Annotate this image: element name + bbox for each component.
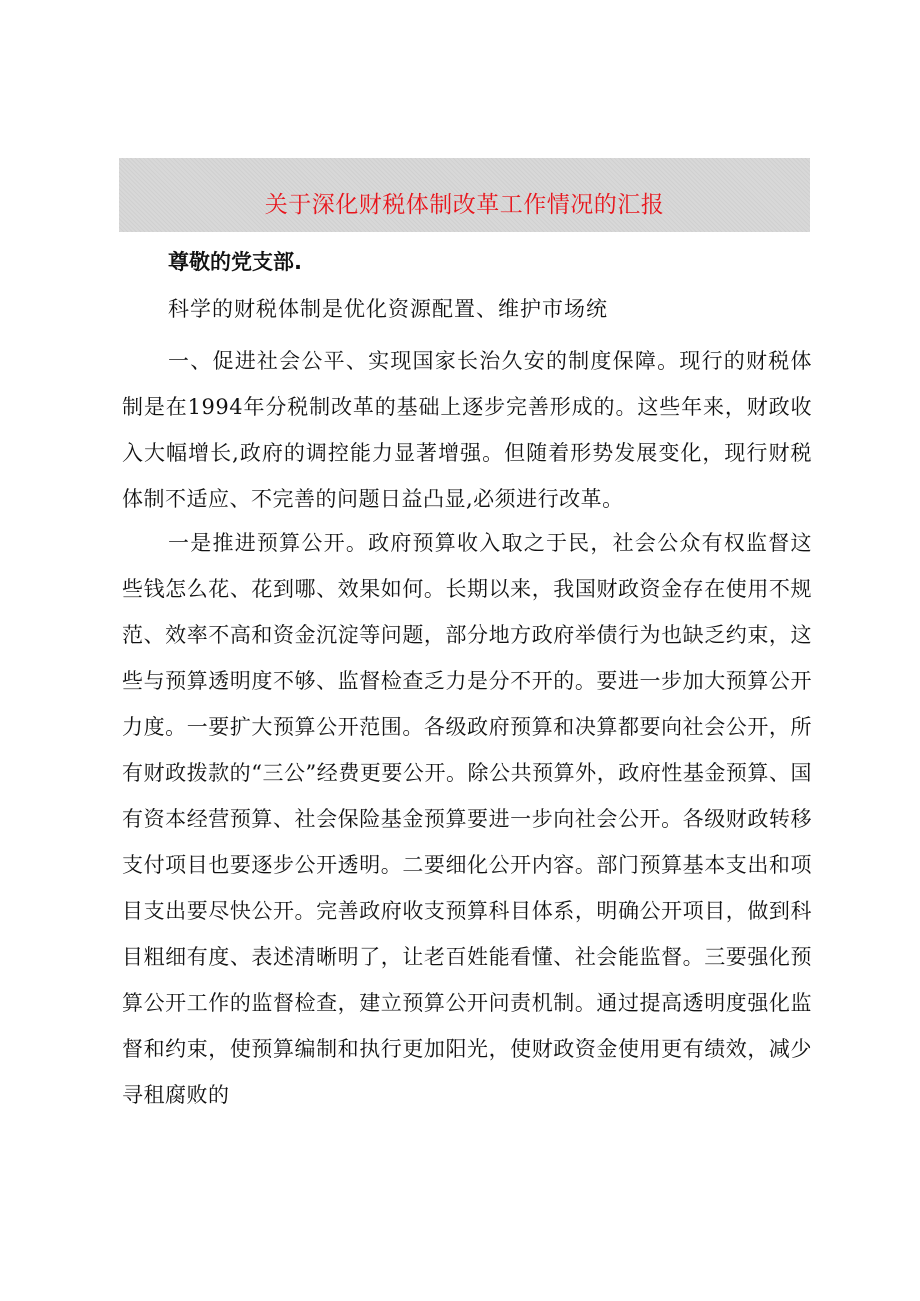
document-title: 关于深化财税体制改革工作情况的汇报 <box>264 191 665 218</box>
intro-line: 科学的财税体制是优化资源配置、维护市场统 <box>168 297 608 321</box>
body-paragraph-2: 一是推进预算公开。政府预算收入取之于民，社会公众有权监督这些钱怎么花、花到哪、效果如何。长期以来，我国财政资金存在使用不规范、效率不高和资金沉淀等问题，部分地方政府举债行为也缺乏约束，这些与预算透明度不够、监督检查乏力是分不开的。要进一步加大预算公开力度。一要扩大预算公开范围。各级政府预算和决算都要向社会公开，所有财政拨款的“三公”经费更要公开。除公共预算外，政府性基金预算、国有资本经营预算、社会保险基金预算要进一步向社会公开。各级财政转移支付项目也要逐步公开透明。二要细化公开内容。部门预算基本支出和项目支出要尽快公开。完善政府收支预算科目体系，明确公开项目，做到科目粗细有度、表述清晰明了，让老百姓能看懂、社会能监督。三要强化预算公开工作的监督检查，建立预算公开问责机制。通过提高透明度强化监督和约束，使预算编制和执行更加阳光，使财政资金使用更有绩效，减少寻租腐败的 <box>122 531 812 1107</box>
title-banner <box>119 158 810 232</box>
body-paragraph-1: 一、促进社会公平、实现国家长治久安的制度保障。现行的财税体制是在1994年分税制改革的基础上逐步完善形成的。这些年来，财政收入大幅增长,政府的调控能力显著增强。但随着形势发展变化，现行财税体制不适应、不完善的问题日益凸显,必须进行改革。 <box>122 349 812 511</box>
salutation: 尊敬的党支部. <box>168 250 302 274</box>
